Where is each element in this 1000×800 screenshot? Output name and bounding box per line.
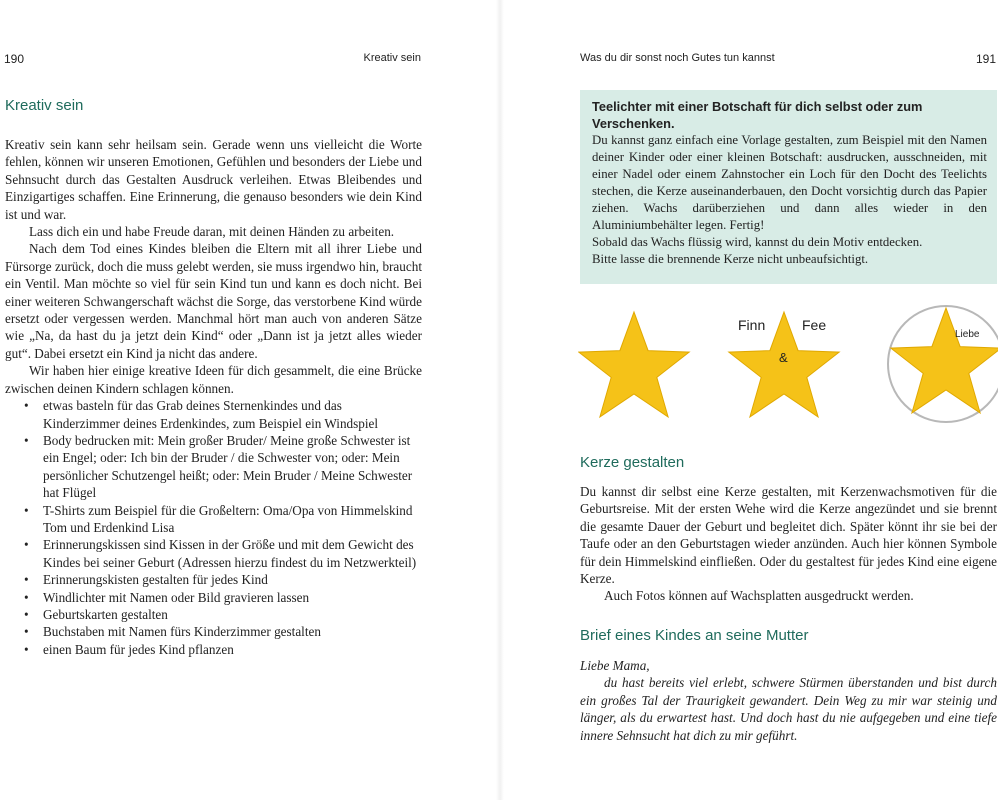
left-page-number: 190 bbox=[4, 52, 25, 66]
letter-text bbox=[580, 657, 997, 744]
right-page-number: 191 bbox=[976, 52, 997, 66]
section-heading-kerze: Kerze gestalten bbox=[580, 454, 685, 471]
candle-body-text bbox=[580, 483, 997, 605]
list-item: • Buchstaben mit Namen fürs Kinderzimmer gestalten bbox=[5, 623, 422, 640]
ampersand-label: & bbox=[779, 350, 788, 365]
list-item: • einen Baum für jedes Kind pflanzen bbox=[5, 641, 422, 658]
ideas-list bbox=[5, 397, 422, 658]
name-label-finn: Finn bbox=[738, 317, 766, 333]
info-box-title: Teelichter mit einer Botschaft für dich selbst oder zum Verschenken. bbox=[592, 99, 923, 131]
list-item: • Windlichter mit Namen oder Bild gravieren lassen bbox=[5, 589, 422, 606]
left-running-head: Kreativ sein bbox=[363, 52, 421, 64]
paragraph: Nach dem Tod eines Kindes bleiben die Eltern mit all ihrer Liebe und Fürsorge zurück, doch die muss gelebt werden, sie muss irgendwo hin, braucht ein Ventil. Man möchte so viel für sein Kind tun und kann es doch nicht. Bei einer weiteren Schwangerschaft wächst die Sorge, das verstorbene Kind würde ersetzt oder vergessen werden. Manchmal hört man auch von anderen Sätze wie „Na, da hast du ja jetzt dein Kind“ oder „Dann ist ja jetzt alles wieder gut“. Dabei ersetzt ein Kind ja nicht das andere. bbox=[5, 241, 422, 361]
section-heading-kreativ-sein: Kreativ sein bbox=[5, 97, 84, 114]
list-item: • T-Shirts zum Beispiel für die Großeltern: Oma/Opa von Himmelskind Tom und Erdenkind Lisa bbox=[5, 502, 422, 537]
paragraph: Auch Fotos können auf Wachsplatten ausgedruckt werden. bbox=[604, 588, 914, 604]
list-item: • Body bedrucken mit: Mein großer Bruder/ Meine große Schwester ist ein Engel; oder: Ich bin der Bruder / die Schwester von; oder: Mein persönlicher Schutzengel heißt; oder: Mein Bruder / Meine Schwester hat Flügel bbox=[5, 432, 422, 502]
name-label-fee: Fee bbox=[802, 317, 827, 333]
info-box-line: Sobald das Wachs flüssig wird, kannst du dein Motiv entdecken. bbox=[592, 235, 923, 249]
right-running-head: Was du dir sonst noch Gutes tun kannst bbox=[580, 52, 775, 64]
circle-label-liebe: Liebe bbox=[955, 329, 980, 340]
section-heading-brief: Brief eines Kindes an seine Mutter bbox=[580, 627, 809, 644]
paragraph: Kreativ sein kann sehr heilsam sein. Gerade wenn uns vielleicht die Worte fehlen, können wir unseren Emotionen, Gefühlen und besonders der Liebe und Sehnsucht durch das Gestalten Ausdruck verleihen. Etwas Bleibendes und Einzigartiges schaffen. Eine Erinnerung, die genauso besonders wie dein Kind ist und war. bbox=[5, 137, 422, 222]
book-gutter bbox=[496, 0, 504, 800]
info-box-body bbox=[592, 132, 987, 268]
info-box-line: Du kannst ganz einfach eine Vorlage gestalten, zum Beispiel mit den Namen deiner Kinder oder einer kleinen Botschaft: ausdrucken, ausschneiden, mit einer Nadel oder einem Zahnstocher ein Loch für den Docht des Teelichts stechen, die Kerze auseinanderbauen, den Docht vorsichtig durch das Papier ziehen. Wachs darüberziehen und dann alles wieder in den Aluminiumbehälter legen. Fertig! bbox=[592, 133, 987, 232]
tealight-info-box bbox=[580, 90, 997, 284]
list-item: • etwas basteln für das Grab deines Sternenkindes und das Kinderzimmer deines Erdenkindes, zum Beispiel ein Windspiel bbox=[5, 397, 422, 432]
letter-body: du hast bereits viel erlebt, schwere Stürmen überstanden und bist durch ein großes Tal der Traurigkeit gewandert. Dein Weg zu mir war steinig und länger, als du erwartest hast. Und doch hast du nie aufgegeben und eine tiefe innere Sehnsucht hat dich zu mir geführt. bbox=[580, 675, 997, 743]
star-icon bbox=[579, 312, 689, 417]
list-item: • Erinnerungskissen sind Kissen in der Größe und mit dem Gewicht des Kindes bei seiner Geburt (Adressen hierzu findest du im Netzwerkteil) bbox=[5, 536, 422, 571]
paragraph: Lass dich ein und habe Freude daran, mit deinen Händen zu arbeiten. bbox=[29, 224, 395, 240]
letter-salutation: Liebe Mama, bbox=[580, 658, 650, 673]
list-item: • Geburtskarten gestalten bbox=[5, 606, 422, 623]
info-box-line: Bitte lasse die brennende Kerze nicht unbeaufsichtigt. bbox=[592, 252, 869, 266]
star-illustration bbox=[578, 300, 998, 430]
list-item: • Erinnerungskisten gestalten für jedes Kind bbox=[5, 571, 422, 588]
paragraph: Du kannst dir selbst eine Kerze gestalten, mit Kerzenwachsmotiven für die Geburtsreise. Mit der ersten Wehe wird die Kerze angezündet und sie brennt die gesamte Dauer der Geburt und begleitet dich. Später könnt ihr sie bei der Taufe oder an den Geburtstagen wieder anzünden. Auch hier können Symbole für dein Himmelskind einfließen. Oder du gestaltest für jedes Kind eine eigene Kerze. bbox=[580, 484, 997, 587]
paragraph: Wir haben hier einige kreative Ideen für dich gesammelt, die eine Brücke zwischen deinen Kindern schlagen können. bbox=[5, 363, 422, 396]
left-body-text bbox=[5, 136, 422, 658]
